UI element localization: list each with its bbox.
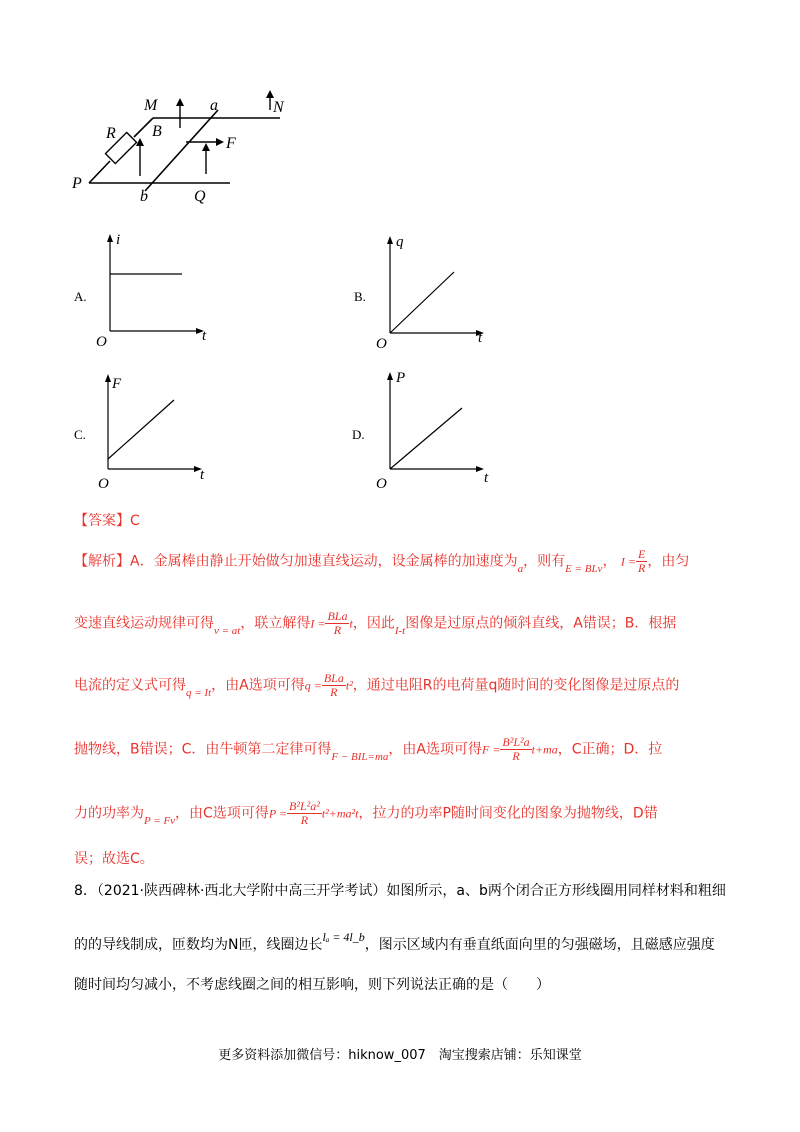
math-side-length: lₐ = 4l_b [322, 930, 365, 944]
analysis-text: ，C正确；D．拉 [557, 741, 663, 758]
answer-line [74, 510, 734, 530]
math-tail: t+ma [531, 742, 558, 757]
math-a: a [517, 562, 524, 575]
question8-line-2 [74, 930, 734, 954]
fraction [287, 800, 322, 827]
label-a: a [210, 97, 218, 114]
question-text: 8．（2021·陕西碑林·西北大学附中高三开学考试）如图所示，a、b两个闭合正方形线圈用同样材料和粗细 [74, 883, 726, 899]
analysis-text: 图像是过原点的倾斜直线，A错误；B．根据 [405, 615, 677, 632]
question8-line-3 [74, 974, 734, 994]
graph-d-curve [390, 408, 462, 469]
math-velocity: v = at [214, 624, 241, 637]
option-a-label: A. [74, 289, 87, 304]
graph-c-ylabel: F [112, 376, 122, 392]
graph-a-ylabel: i [116, 232, 121, 248]
analysis-text: ，由C选项可得 [175, 805, 269, 822]
fraction [500, 736, 531, 763]
analysis-text: 变速直线运动规律可得 [74, 615, 214, 632]
graph-b-curve [390, 272, 454, 333]
math-emf: E = BLv [565, 562, 603, 575]
analysis-text: ，联立解得 [240, 615, 311, 632]
fraction-den: R [330, 685, 338, 699]
analysis-text: 误；故选C。 [74, 851, 154, 867]
graph-a-origin: O [96, 334, 107, 350]
label-R: R [106, 125, 116, 142]
analysis-text: ，由A选项可得 [211, 677, 305, 694]
fraction-num: B²L²a [502, 735, 530, 749]
fraction-num: BLa [323, 671, 344, 685]
option-c-label: C. [74, 427, 86, 442]
analysis-text: 抛物线，B错误；C．由牛顿第二定律可得 [74, 741, 332, 758]
graph-c-xlabel: t [200, 467, 205, 483]
math-p: P = [268, 806, 288, 821]
math-power: P = Fv [144, 814, 176, 827]
math-tail: t²+ma²t [321, 806, 359, 821]
math-q: q = [304, 678, 322, 693]
graph-b-xlabel: t [478, 330, 483, 346]
fraction-num: BLa [327, 609, 348, 623]
answer-tag: 【答案】 [74, 513, 130, 529]
label-B: B [152, 123, 162, 140]
fraction [325, 610, 349, 637]
fraction-den: R [638, 561, 646, 575]
math-it: I-t [394, 624, 406, 637]
graph-b-origin: O [376, 336, 387, 352]
graph-b-ylabel: q [396, 234, 404, 250]
fraction-den: R [512, 749, 520, 763]
analysis-line-4 [74, 736, 734, 763]
fraction-num: B²L²a² [289, 799, 320, 813]
analysis-text: ，则有 [523, 553, 566, 570]
analysis-text: ，因此 [352, 615, 395, 632]
analysis-text: 力的功率为 [74, 805, 144, 822]
analysis-text: ，由A选项可得 [388, 741, 482, 758]
fraction-den: R [333, 623, 342, 637]
analysis-line-3 [74, 672, 734, 699]
question-text: 随时间均匀减小，不考虑线圈之间的相互影响，则下列说法正确的是（ ） [74, 977, 550, 993]
graph-d-origin: O [376, 476, 387, 492]
label-P: P [72, 175, 82, 192]
graph-a [94, 228, 224, 356]
analysis-text: 电流的定义式可得 [74, 677, 186, 694]
question8-line-1 [74, 880, 734, 900]
label-N: N [273, 99, 284, 116]
graph-c [92, 366, 222, 494]
fraction [322, 672, 346, 699]
math-newton: F − BIL=ma [331, 750, 389, 763]
analysis-line-5 [74, 800, 734, 827]
analysis-text: ，通过电阻R的电荷量q随时间的变化图像是过原点的 [352, 677, 680, 694]
graph-d [374, 366, 504, 494]
fraction-den: R [300, 813, 309, 827]
analysis-line-2 [74, 610, 734, 637]
fraction [636, 548, 647, 575]
graph-b [374, 230, 504, 358]
math-force: F = [481, 742, 501, 757]
answer-value: C [130, 513, 140, 529]
label-b: b [140, 188, 148, 205]
graph-d-ylabel: P [396, 370, 406, 386]
circuit-diagram [60, 88, 300, 208]
math-current: I = [310, 616, 326, 631]
label-Q: Q [194, 188, 206, 205]
analysis-text: A．金属棒由静止开始做匀加速直线运动，设金属棒的加速度为 [130, 553, 518, 570]
page-footer: 更多资料添加微信号：hiknow_007 淘宝搜索店铺：乐知课堂 [218, 1048, 582, 1063]
question-text: 的的导线制成，匝数均为N匝，线圈边长 [74, 937, 323, 953]
math-t2: t² [345, 678, 353, 693]
question-text: ，图示区域内有垂直纸面向里的匀强磁场，且磁感应强度 [364, 937, 715, 953]
graph-c-curve [108, 400, 174, 459]
math-current: I = [620, 554, 636, 569]
option-d-label: D. [352, 427, 365, 442]
analysis-tag: 【解析】 [74, 553, 130, 570]
analysis-line-1 [74, 548, 734, 575]
analysis-line-6 [74, 848, 734, 868]
label-F: F [226, 135, 236, 152]
analysis-text: ， [602, 553, 617, 570]
analysis-text: ，拉力的功率P随时间变化的图象为抛物线，D错 [358, 805, 658, 822]
fraction-num: E [638, 547, 646, 561]
math-t: t [349, 616, 353, 631]
option-b-label: B. [354, 289, 366, 304]
graph-c-origin: O [98, 476, 109, 492]
graph-a-xlabel: t [202, 328, 207, 344]
analysis-text: ，由匀 [647, 553, 690, 570]
label-M: M [144, 97, 158, 114]
math-charge: q = It [186, 686, 212, 699]
graph-d-xlabel: t [484, 470, 489, 486]
